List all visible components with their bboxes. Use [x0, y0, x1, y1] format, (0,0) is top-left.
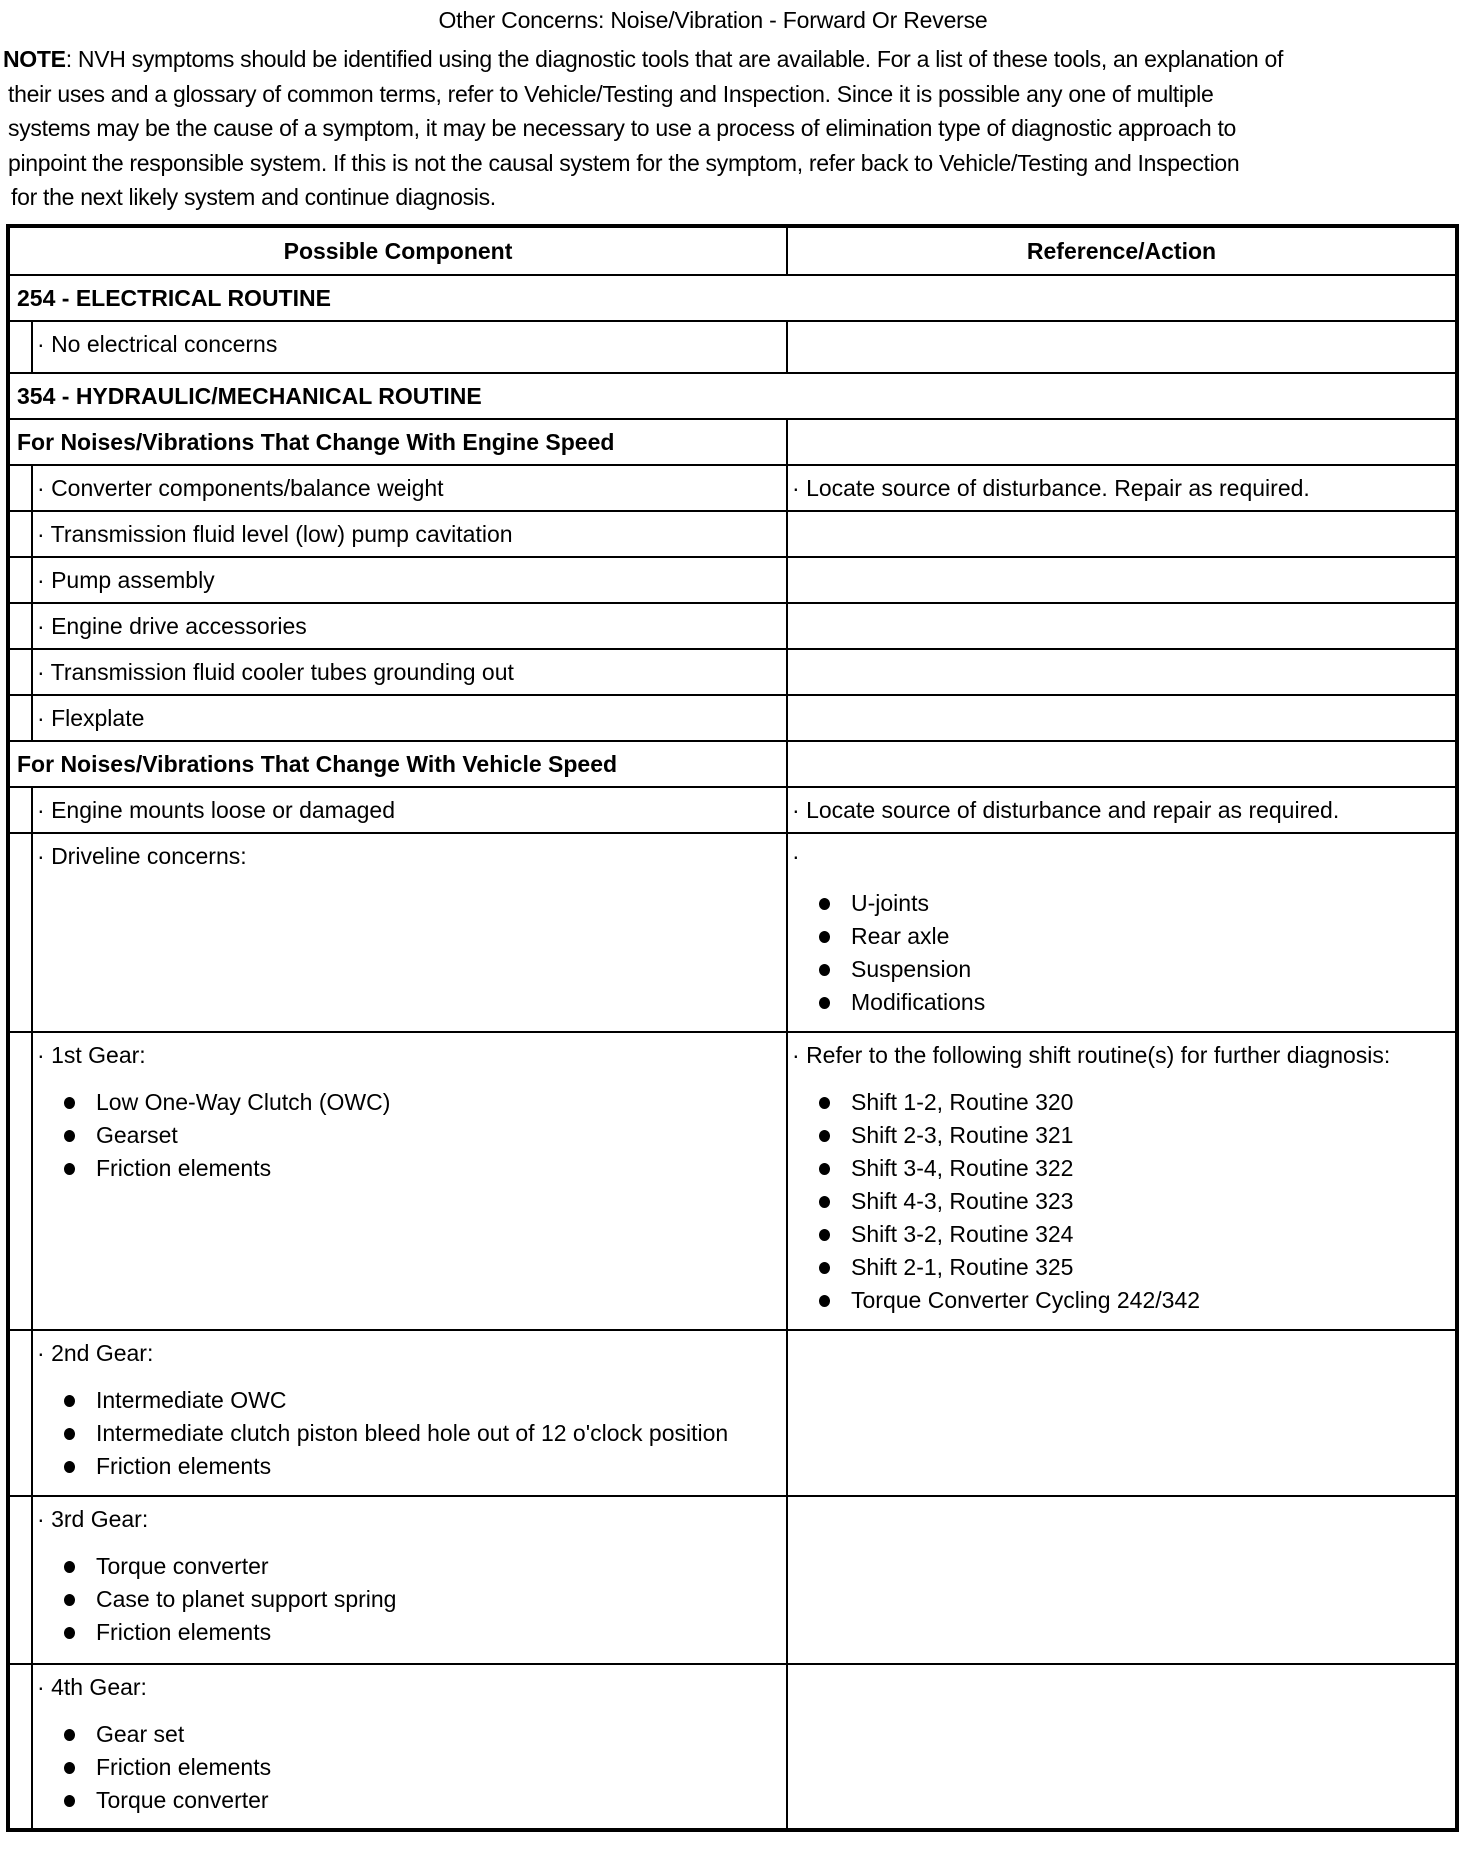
- component-cell: · No electrical concerns: [32, 321, 787, 373]
- section-title: 354 - HYDRAULIC/MECHANICAL ROUTINE: [8, 373, 1457, 419]
- dot-marker: ·: [792, 1042, 800, 1068]
- component-text: 3rd Gear:: [51, 1506, 149, 1532]
- reference-cell: [787, 419, 1457, 465]
- bullet-item: Torque converter: [61, 1784, 786, 1817]
- component-cell: [32, 695, 787, 741]
- reference-cell: [787, 603, 1457, 649]
- dot-marker: ·: [37, 843, 45, 869]
- reference-cell: [787, 833, 1457, 1032]
- bullet-item: Torque converter: [61, 1550, 786, 1583]
- dot-marker: ·: [37, 331, 45, 357]
- bullet-item: Shift 3-2, Routine 324: [816, 1218, 1455, 1251]
- table-row: [8, 833, 1457, 1032]
- dot-marker: ·: [37, 1506, 45, 1532]
- bullet-icon: [64, 1594, 75, 1606]
- bullet-icon: [64, 1428, 75, 1440]
- table-row: [8, 511, 1457, 557]
- dot-marker: ·: [792, 797, 800, 823]
- component-text: Pump assembly: [51, 567, 215, 593]
- bullet-item: Friction elements: [61, 1751, 786, 1784]
- bullet-icon: [819, 964, 830, 976]
- dot-marker: ·: [37, 613, 45, 639]
- bullet-item: Shift 3-4, Routine 322: [816, 1152, 1455, 1185]
- reference-cell: [787, 465, 1457, 511]
- component-text: Engine mounts loose or damaged: [51, 797, 396, 823]
- table-header-row: [8, 226, 1457, 275]
- table-row: [8, 1330, 1457, 1496]
- diagnostic-table: [6, 224, 1459, 1832]
- reference-text: Locate source of disturbance and repair as required.: [806, 797, 1340, 823]
- dot-marker: ·: [37, 521, 45, 547]
- bullet-icon: [819, 898, 830, 910]
- bullet-icon: [64, 1729, 75, 1741]
- table-row: [8, 603, 1457, 649]
- component-cell: [32, 603, 787, 649]
- table-row: [8, 1032, 1457, 1330]
- bullet-icon: [64, 1395, 75, 1407]
- component-text: 2nd Gear:: [51, 1340, 154, 1366]
- reference-cell: [787, 649, 1457, 695]
- bullet-icon: [819, 1295, 830, 1307]
- reference-cell: [787, 557, 1457, 603]
- indent-cell: [8, 557, 32, 603]
- indent-cell: [8, 1330, 32, 1496]
- reference-text: Refer to the following shift routine(s) for further diagnosis:: [806, 1042, 1391, 1068]
- component-bullet-list: [37, 1718, 786, 1817]
- component-text: Transmission fluid cooler tubes grounding out: [50, 659, 514, 685]
- bullet-item: Modifications: [816, 986, 1455, 1019]
- bullet-item: Gearset: [61, 1119, 786, 1152]
- subsection-row-vehicle-speed: [8, 741, 1457, 787]
- bullet-icon: [819, 1097, 830, 1109]
- reference-cell: [787, 1664, 1457, 1830]
- bullet-icon: [64, 1130, 75, 1142]
- bullet-item: Intermediate OWC: [61, 1384, 786, 1417]
- note-paragraph: [3, 42, 1463, 215]
- reference-cell: [787, 741, 1457, 787]
- dot-marker: ·: [37, 1340, 45, 1366]
- indent-cell: [8, 511, 32, 557]
- component-bullet-list: [37, 1086, 786, 1185]
- bullet-item: Friction elements: [61, 1152, 786, 1185]
- bullet-icon: [64, 1561, 75, 1573]
- table-row: [8, 1496, 1457, 1664]
- bullet-item: Rear axle: [816, 920, 1455, 953]
- reference-bullet-list: [792, 887, 1455, 1019]
- dot-marker: ·: [37, 567, 45, 593]
- component-cell: [32, 1496, 787, 1664]
- component-cell: [32, 1664, 787, 1830]
- indent-cell: [8, 787, 32, 833]
- indent-cell: [8, 833, 32, 1032]
- dot-marker: ·: [37, 1042, 45, 1068]
- reference-cell: [787, 787, 1457, 833]
- component-cell: [32, 649, 787, 695]
- bullet-item: Torque Converter Cycling 242/342: [816, 1284, 1455, 1317]
- bullet-item: Intermediate clutch piston bleed hole out of 12 o'clock position: [61, 1417, 786, 1450]
- bullet-item: Shift 2-1, Routine 325: [816, 1251, 1455, 1284]
- component-bullet-list: [37, 1550, 786, 1649]
- component-cell: [32, 557, 787, 603]
- note-line: for the next likely system and continue diagnosis.: [11, 184, 496, 210]
- component-text: Driveline concerns:: [51, 843, 247, 869]
- bullet-item: Low One-Way Clutch (OWC): [61, 1086, 786, 1119]
- reference-cell: [787, 511, 1457, 557]
- page-title: Other Concerns: Noise/Vibration - Forward Or Reverse: [438, 7, 988, 33]
- indent-cell: [8, 695, 32, 741]
- component-cell: [32, 833, 787, 1032]
- header-reference-action: Reference/Action: [787, 226, 1457, 275]
- subsection-title: For Noises/Vibrations That Change With Vehicle Speed: [8, 741, 787, 787]
- bullet-icon: [819, 1262, 830, 1274]
- dot-marker: ·: [37, 797, 45, 823]
- bullet-item: Case to planet support spring: [61, 1583, 786, 1616]
- header-possible-component: Possible Component: [8, 226, 787, 275]
- component-text: Engine drive accessories: [51, 613, 307, 639]
- subsection-title: For Noises/Vibrations That Change With Engine Speed: [8, 419, 787, 465]
- dot-marker: ·: [37, 475, 45, 501]
- component-text: Transmission fluid level (low) pump cavitation: [50, 521, 513, 547]
- subsection-row-engine-speed: [8, 419, 1457, 465]
- indent-cell: [8, 321, 32, 373]
- indent-cell: [8, 1664, 32, 1830]
- reference-cell: [787, 321, 1457, 373]
- bullet-icon: [64, 1163, 75, 1175]
- table-row: [8, 695, 1457, 741]
- bullet-item: U-joints: [816, 887, 1455, 920]
- reference-bullet-list: [792, 1086, 1455, 1317]
- section-row-electrical: [8, 275, 1457, 321]
- note-line: NOTE: NVH symptoms should be identified using the diagnostic tools that are available. For a list of these tools, an explanation of: [3, 46, 1284, 72]
- bullet-icon: [819, 1229, 830, 1241]
- component-cell: [32, 465, 787, 511]
- component-text: 4th Gear:: [51, 1674, 147, 1700]
- bullet-icon: [819, 997, 830, 1009]
- reference-cell: [787, 1496, 1457, 1664]
- bullet-item: Shift 4-3, Routine 323: [816, 1185, 1455, 1218]
- table-row: [8, 321, 1457, 373]
- bullet-icon: [64, 1762, 75, 1774]
- bullet-icon: [819, 1130, 830, 1142]
- table-row: [8, 649, 1457, 695]
- dot-marker: ·: [37, 659, 45, 685]
- component-text: 1st Gear:: [51, 1042, 146, 1068]
- table-row: [8, 465, 1457, 511]
- bullet-icon: [64, 1097, 75, 1109]
- indent-cell: [8, 603, 32, 649]
- component-cell: [32, 511, 787, 557]
- table-row: [8, 557, 1457, 603]
- reference-cell: [787, 695, 1457, 741]
- component-text: Converter components/balance weight: [51, 475, 444, 501]
- bullet-item: Shift 2-3, Routine 321: [816, 1119, 1455, 1152]
- component-bullet-list: [37, 1384, 786, 1483]
- dot-marker: ·: [37, 1674, 45, 1700]
- bullet-icon: [64, 1795, 75, 1807]
- component-cell: [32, 1032, 787, 1330]
- bullet-icon: [64, 1627, 75, 1639]
- bullet-item: Shift 1-2, Routine 320: [816, 1086, 1455, 1119]
- indent-cell: [8, 1496, 32, 1664]
- bullet-icon: [819, 1196, 830, 1208]
- note-line: pinpoint the responsible system. If this is not the causal system for the symptom, refer back to Vehicle/Testing and Inspection: [8, 149, 1240, 176]
- dot-marker: ·: [37, 705, 45, 731]
- table-row: [8, 787, 1457, 833]
- indent-cell: [8, 465, 32, 511]
- section-row-hydraulic: [8, 373, 1457, 419]
- note-line: their uses and a glossary of common terms, refer to Vehicle/Testing and Inspection. Since it is possible any one of multiple: [8, 80, 1214, 107]
- section-title: 254 - ELECTRICAL ROUTINE: [8, 275, 1457, 321]
- bullet-item: Friction elements: [61, 1450, 786, 1483]
- table-row: [8, 1664, 1457, 1830]
- bullet-icon: [819, 931, 830, 943]
- dot-marker: ·: [792, 475, 800, 501]
- bullet-icon: [64, 1461, 75, 1473]
- reference-text: Locate source of disturbance. Repair as required.: [806, 475, 1310, 501]
- note-line: systems may be the cause of a symptom, it may be necessary to use a process of elimination type of diagnostic approach to: [8, 115, 1237, 141]
- bullet-item: Suspension: [816, 953, 1455, 986]
- bullet-icon: [819, 1163, 830, 1175]
- bullet-item: Gear set: [61, 1718, 786, 1751]
- component-text: Flexplate: [51, 705, 145, 731]
- indent-cell: [8, 649, 32, 695]
- note-label: NOTE: [3, 46, 66, 72]
- reference-cell: [787, 1032, 1457, 1330]
- component-cell: [32, 1330, 787, 1496]
- component-cell: [32, 787, 787, 833]
- bullet-item: Friction elements: [61, 1616, 786, 1649]
- indent-cell: [8, 1032, 32, 1330]
- reference-cell: [787, 1330, 1457, 1496]
- dot-marker: ·: [792, 843, 800, 869]
